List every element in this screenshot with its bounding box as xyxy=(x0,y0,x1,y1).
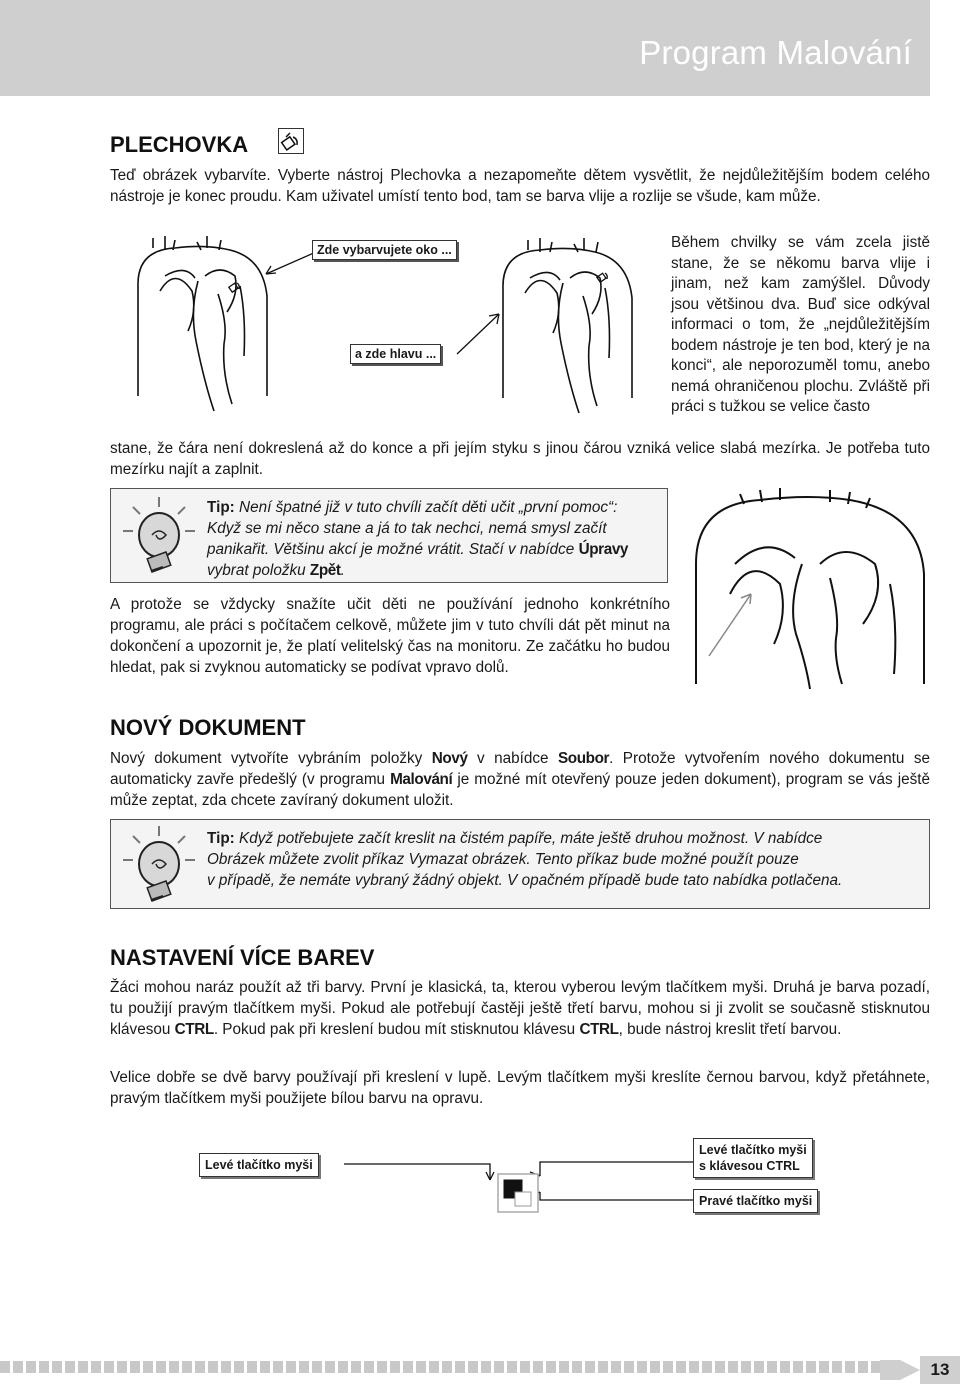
tip-line-4: vybrat položku xyxy=(207,562,306,579)
label-left-mouse-button: Levé tlačítko myši xyxy=(199,1153,319,1177)
tip-box-undo xyxy=(110,488,668,583)
key-ctrl: CTRL xyxy=(579,1021,619,1038)
label-right-mouse-button: Pravé tlačítko myši xyxy=(693,1189,818,1213)
tip-label: Tip: xyxy=(207,830,235,847)
tip-line-3: panikařit. Většinu akcí je možné vrátit. Stačí v nabídce xyxy=(207,541,575,558)
tip-line-2: Když se mi něco stane a já to tak nechci, nemá smysl začít xyxy=(207,520,607,537)
tip-box-clear xyxy=(110,819,930,909)
callout-arrow-head xyxy=(455,308,505,358)
label-ctrl-key: CTRL xyxy=(766,1159,800,1173)
key-ctrl: CTRL xyxy=(174,1021,214,1038)
label-left-mouse-ctrl xyxy=(693,1138,813,1178)
novy-dokument-paragraph xyxy=(110,748,930,811)
heading-plechovka: PLECHOVKA xyxy=(110,132,249,157)
plechovka-paragraph-2: A protože se vždycky snažíte učit děti ne používání jednoho konkrétního programu, ale práci s počítačem celkově, můžete jim v tuto chvíli dát pět minut na dokončení a upozornit je, že platí velitelský čas na monitoru. Ze začátku ho budou hledat, pak si zvyknou automaticky se podívat vpravo dolů. xyxy=(110,596,670,676)
bucket-cursor-icon xyxy=(596,270,610,284)
novy-text-a: Nový dokument vytvoříte vybráním položky xyxy=(110,750,423,767)
nastaveni-text-b: . Pokud pak při kreslení budou mít stisknutou klávesu xyxy=(213,1021,576,1038)
menu-soubor: Soubor xyxy=(557,750,610,767)
heading-novy-dokument: NOVÝ DOKUMENT xyxy=(110,715,306,740)
page-header xyxy=(0,0,930,96)
program-malovani: Malování xyxy=(390,771,453,788)
novy-text-c: . Protože vytvořením nového dokumentu se automaticky zavře předešlý (v programu xyxy=(110,750,931,788)
footer-arrow-shape xyxy=(880,1356,920,1384)
menu-item-zpet: Zpět xyxy=(309,562,341,579)
menu-item-novy: Nový xyxy=(431,750,468,767)
menu-upravy: Úpravy xyxy=(578,541,629,558)
callout-eye: Zde vybarvujete oko ... xyxy=(312,240,457,260)
footer-pattern xyxy=(0,1361,880,1373)
plechovka-side-text: Během chvilky se vám zcela jistě stane, že se někomu barva vlije i jinam, než kam zamýšlel. Důvody jsou většinou dva. Buď sice odkýval informaci o tom, že „nejdůležitějším bodem nástroje je ten bod, který je na konci“, ale neporozuměl tomu, anebo nemá ohraničenou plochu. Zvláště při práci s tužkou se velice často xyxy=(671,234,930,415)
tip-label: Tip: xyxy=(207,499,235,516)
tip-line-2: Obrázek můžete zvolit příkaz Vymazat obrázek. Tento příkaz bude možné použít pouze xyxy=(207,851,799,868)
bucket-cursor-icon xyxy=(228,280,242,294)
label-ctrl-line-1: Levé tlačítko myši xyxy=(699,1143,807,1157)
elephant-drawing-large xyxy=(690,484,930,694)
tip-line-1: Není špatné již v tuto chvíli začít děti učit „první pomoc“: xyxy=(239,499,618,516)
tip-end: . xyxy=(340,562,345,579)
plechovka-intro: Teď obrázek vybarvíte. Vyberte nástroj Plechovka a nezapomeňte dětem vysvětlit, že nejdůležitějším bodem celého nástroje je konec proudu. Kam uživatel umístí tento bod, tam se barva vlije a rozlije se všude, kam může. xyxy=(110,167,930,205)
page-header-title: Program Malování xyxy=(639,34,912,71)
arrow-pointer xyxy=(705,590,755,660)
nastaveni-paragraph-1 xyxy=(110,977,930,1040)
color-selector-diagram xyxy=(340,1140,700,1240)
elephant-drawing-2 xyxy=(500,238,635,398)
tip-text-undo xyxy=(207,497,628,581)
secondary-color-swatch xyxy=(515,1192,531,1206)
novy-text-b: v nabídce xyxy=(477,750,549,767)
elephant-drawing-1 xyxy=(135,236,270,396)
callout-head: a zde hlavu ... xyxy=(350,344,441,364)
nastaveni-paragraph-2: Velice dobře se dvě barvy používají při kreslení v lupě. Levým tlačítkem myši kreslíte černou barvou, když přetáhnete, pravým tlačítkem myši použijete bílou barvu na opravu. xyxy=(110,1069,930,1107)
callout-arrow-eye xyxy=(260,250,320,280)
label-ctrl-line-2: s klávesou xyxy=(699,1159,763,1173)
plechovka-continuation: stane, že čára není dokreslená až do konce a při jejím styku s jinou čárou vzniká velice slabá mezírka. Je potřeba tuto mezírku najít a zaplnit. xyxy=(110,440,930,478)
bucket-tool-icon xyxy=(278,128,304,154)
lightbulb-icon xyxy=(119,824,199,908)
tip-line-1: Když potřebujete začít kreslit na čistém papíře, máte ještě druhou možnost. V nabídce xyxy=(239,830,823,847)
novy-text-d: je možné mít otevřený pouze jeden dokument), program se vás ještě může zeptat, zda chcete zavíraný dokument uložit. xyxy=(110,771,931,809)
nastaveni-text-a: Žáci mohou naráz použít až tři barvy. První je klasická, ta, kterou vyberou levým tlačítkem myši. Druhá je barva pozadí, tu použijí pravým tlačítkem myši. Pokud ale potřebují častěji ještě třetí barvu, mohou si ji zvolit se současně stisknutou klávesou xyxy=(110,979,930,1038)
nastaveni-text-c: , bude nástroj kreslit třetí barvou. xyxy=(618,1021,842,1038)
tip-line-3: v případě, že nemáte vybraný žádný objekt. V opačném případě bude tato nabídka potlačena. xyxy=(207,872,843,889)
page-number: 13 xyxy=(920,1356,960,1384)
heading-nastaveni-vice-barev: NASTAVENÍ VÍCE BAREV xyxy=(110,945,375,970)
tip-text-clear xyxy=(207,828,842,891)
lightbulb-icon xyxy=(119,495,199,579)
